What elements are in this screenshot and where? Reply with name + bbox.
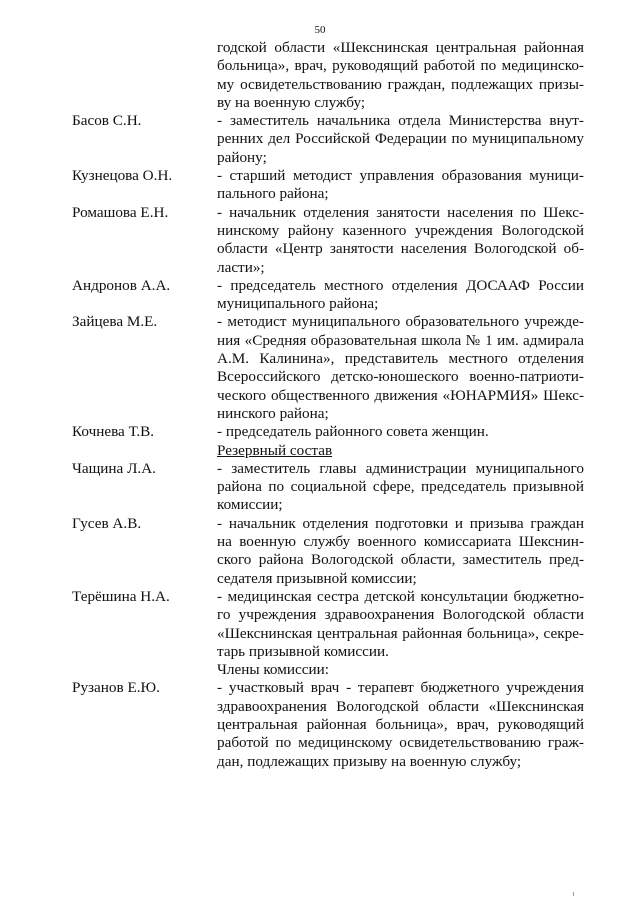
text-line: комиссии; bbox=[217, 496, 283, 514]
person-role bbox=[217, 423, 584, 441]
text-line: «Шекснинская центральная районная больница», секре- bbox=[217, 624, 584, 642]
person-name: Андронов А.А. bbox=[72, 276, 171, 294]
commission-entry bbox=[0, 167, 640, 204]
person-name: Ромашова Е.Н. bbox=[72, 203, 169, 221]
text-line: пального района; bbox=[217, 185, 329, 203]
commission-entry bbox=[0, 313, 640, 423]
person-name: Басов С.Н. bbox=[72, 112, 142, 130]
person-name: Гусев А.В. bbox=[72, 514, 142, 532]
person-role bbox=[217, 588, 584, 661]
commission-entry bbox=[0, 112, 640, 167]
text-line: нинскому району казенного учреждения Вологодской bbox=[217, 221, 584, 239]
text-line: ского района Вологодской области, заместитель пред- bbox=[217, 551, 584, 569]
text-line: го учреждения здравоохранения Вологодской области bbox=[217, 606, 584, 624]
intro-text bbox=[217, 39, 584, 112]
text-line: ния «Средняя образовательная школа № 1 им. адмирала bbox=[217, 331, 584, 349]
person-name: Зайцева М.Е. bbox=[72, 313, 158, 331]
person-name: Кочнева Т.В. bbox=[72, 423, 155, 441]
person-role bbox=[217, 167, 584, 204]
person-name: Рузанов Е.Ю. bbox=[72, 679, 160, 697]
text-line: Всероссийского детско-юношеского военно-патриоти- bbox=[217, 368, 584, 386]
page-number: 50 bbox=[314, 24, 326, 36]
person-role bbox=[217, 277, 584, 314]
person-name: Терёшина Н.А. bbox=[72, 587, 170, 605]
reserve-section-title: Резервный состав bbox=[217, 441, 333, 459]
text-line: му освидетельствованию граждан, подлежащих призы- bbox=[217, 75, 584, 93]
text-line: работой по медицинскому освидетельствованию граж- bbox=[217, 734, 584, 752]
person-role bbox=[217, 460, 584, 515]
commission-entry bbox=[0, 588, 640, 661]
text-line: района по социальной сфере, председатель призывной bbox=[217, 478, 584, 496]
text-line: району; bbox=[217, 148, 267, 166]
commission-entry bbox=[0, 423, 640, 441]
text-line: - председатель районного совета женщин. bbox=[217, 423, 489, 441]
text-line: центральная районная больница», врач, руководящий bbox=[217, 715, 584, 733]
text-line: - начальник отделения подготовки и призыва граждан bbox=[217, 514, 584, 532]
text-line: - методист муниципального образовательного учрежде- bbox=[217, 313, 584, 331]
person-role bbox=[217, 679, 584, 770]
text-line: ческого общественного движения «ЮНАРМИЯ» Шекс- bbox=[217, 386, 584, 404]
commission-entry bbox=[0, 204, 640, 277]
intro-paragraph bbox=[0, 39, 640, 112]
text-line: годской области «Шекснинская центральная районная bbox=[217, 39, 584, 56]
text-line: на военную службу военного комиссариата Шекснин- bbox=[217, 533, 584, 551]
commission-entry bbox=[0, 679, 640, 770]
main-members-list bbox=[0, 112, 640, 441]
text-line: - заместитель начальника отдела Министерства внут- bbox=[217, 112, 584, 130]
text-line: - председатель местного отделения ДОСААФ России bbox=[217, 276, 584, 294]
commission-members-title: Члены комиссии: bbox=[217, 661, 329, 679]
text-line: - медицинская сестра детской консультации бюджетно- bbox=[217, 587, 584, 605]
text-line: области «Центр занятости населения Вологодской об- bbox=[217, 240, 584, 258]
text-line: - заместитель главы администрации муниципального bbox=[217, 459, 584, 477]
person-role bbox=[217, 515, 584, 588]
text-line: тарь призывной комиссии. bbox=[217, 642, 389, 660]
person-role bbox=[217, 204, 584, 277]
scan-mark bbox=[573, 892, 574, 896]
text-line: - участковый врач - терапевт бюджетного учреждения bbox=[217, 679, 584, 697]
text-line: А.М. Калинина», представитель местного отделения bbox=[217, 350, 584, 368]
text-line: ренних дел Российской Федерации по муниципальному bbox=[217, 130, 584, 148]
commission-entry bbox=[0, 460, 640, 515]
commission-members-list bbox=[0, 679, 640, 770]
text-line: здравоохранения Вологодской области «Шекснинская bbox=[217, 697, 584, 715]
person-name: Кузнецова О.Н. bbox=[72, 167, 173, 185]
text-line: нинского района; bbox=[217, 404, 329, 422]
text-line: - старший методист управления образования муници- bbox=[217, 167, 584, 185]
commission-entry bbox=[0, 515, 640, 588]
text-line: ву на военную службу; bbox=[217, 93, 366, 111]
person-name: Чащина Л.А. bbox=[72, 459, 156, 477]
person-role bbox=[217, 112, 584, 167]
person-role bbox=[217, 313, 584, 423]
text-line: дан, подлежащих призыву на военную службу; bbox=[217, 752, 522, 770]
text-line: седателя призывной комиссии; bbox=[217, 569, 417, 587]
text-line: ласти»; bbox=[217, 258, 265, 276]
text-line: - начальник отделения занятости населения по Шекс- bbox=[217, 203, 584, 221]
text-line: больница», врач, руководящий работой по медицинско- bbox=[217, 57, 584, 75]
commission-entry bbox=[0, 277, 640, 314]
document-body bbox=[0, 39, 640, 771]
reserve-members-list bbox=[0, 460, 640, 661]
text-line: муниципального района; bbox=[217, 295, 379, 313]
